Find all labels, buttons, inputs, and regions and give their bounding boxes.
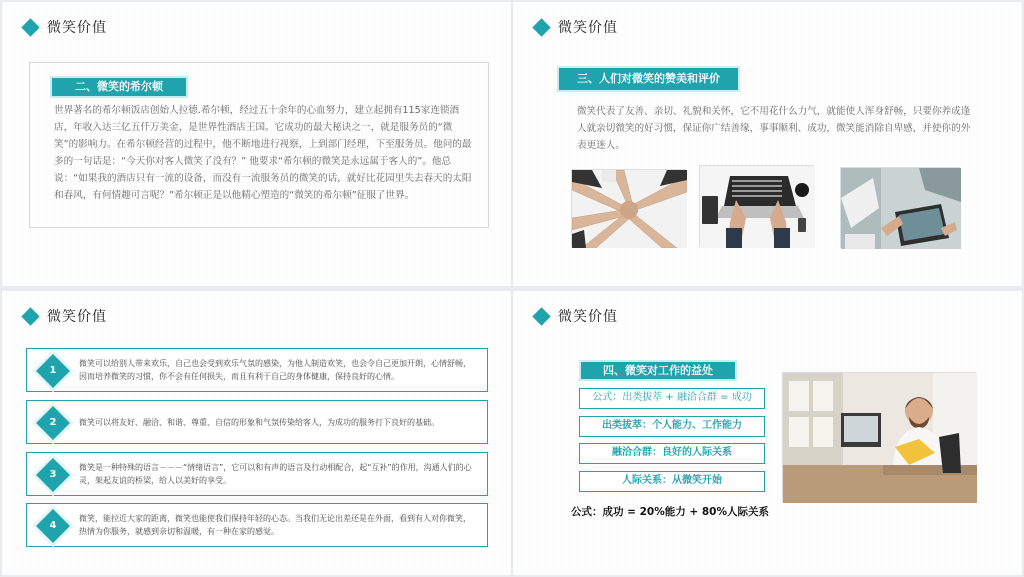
section-ribbon: 三、人们对微笑的赞美和评价 — [557, 66, 740, 92]
formula-box: 人际关系：从微笑开始 — [579, 471, 765, 492]
list-item — [26, 400, 488, 444]
section-ribbon: 二、微笑的希尔顿 — [50, 76, 188, 98]
smiling-man-photo — [782, 372, 976, 502]
slide-header — [20, 305, 107, 327]
slide-2 — [513, 2, 1022, 286]
success-formula: 公式：成功 = 20%能力 + 80%人际关系 — [571, 506, 769, 518]
item-number: 4 — [49, 520, 57, 531]
diamond-icon — [532, 18, 550, 36]
praise-paragraph: 微笑代表了友善、亲切、礼貌和关怀，它不用花什么力气，就能使人浑身舒畅，只要你养成逢人就亲切微笑的好习惯，保证你广结善缘，事事顺利、成功，微笑能消除自卑感，并使你的外表更迷人。 — [577, 106, 971, 151]
slide-title: 微笑价值 — [47, 309, 107, 325]
item-text: 微笑，能拉近大家的距离，微笑也能使我们保持年轻的心态。当我们无论出差还是在外面，看到有人对你微笑，热情为你服务，就感到亲切和温暖，有一种在家的感觉。 — [79, 514, 471, 536]
hilton-paragraph: 世界著名的希尔顿饭店创始人拉德.希尔顿，经过五十余年的心血努力，建立起拥有115家连锁酒店，年收入达三亿五仟万美金，是世界性酒店王国。它成功的最大秘诀之一，就是服务员的“微笑”的影响力。在希尔顿经营的过程中，他不断地进行视察，上到部门经理，下至服务员。他问的最多的一句话是：“今天你对客人微笑了没有？” 他要求“希尔顿的微笑是永远属于客人的”。他总说：“如果我的酒店只有一流的设备，而没有一流服务员的微笑的话，就好比花园里失去春天的太阳和春风，有何情趣可言呢？”希尔顿正是以他精心塑造的“微笑的希尔顿”征服了世界。 — [54, 105, 472, 201]
diamond-icon — [21, 307, 39, 325]
list-item — [26, 503, 488, 547]
slide-4 — [513, 291, 1022, 575]
item-number: 3 — [49, 469, 57, 480]
slide-1 — [2, 2, 511, 286]
meeting-tablet-photo — [840, 167, 960, 248]
slide-title: 微笑价值 — [47, 20, 107, 36]
item-text: 微笑可以给别人带来欢乐，自己也会受到欢乐气氛的感染，为他人制造欢笑，也会令自己更加开朗，心情舒畅，因而培养微笑的习惯，你不会有任何损失，而且有利于自己的身体健康，保持良好的心情。 — [79, 359, 471, 381]
hands-together-photo — [571, 169, 686, 247]
diamond-icon — [21, 18, 39, 36]
item-text: 微笑是一种特殊的语言－－－“情绪语言”，它可以和有声的语言及行动相配合，起“互补”的作用，沟通人们的心灵，架起友谊的桥梁，给人以美好的享受。 — [79, 463, 472, 485]
slide-title: 微笑价值 — [558, 309, 618, 325]
formula-box: 出类拔萃：个人能力、工作能力 — [579, 416, 765, 437]
slide-header — [531, 16, 618, 38]
list-item — [26, 348, 488, 392]
formula-box: 公式：出类拔萃 + 融洽合群 = 成功 — [579, 388, 765, 409]
formula-box: 融洽合群：良好的人际关系 — [579, 443, 765, 464]
laptop-typing-photo — [699, 165, 814, 247]
item-number: 1 — [49, 365, 57, 376]
item-number: 2 — [49, 417, 57, 428]
diamond-icon — [532, 307, 550, 325]
section-ribbon: 四、微笑对工作的益处 — [579, 360, 737, 381]
list-item — [26, 452, 488, 496]
slide-title: 微笑价值 — [558, 20, 618, 36]
slide-header — [20, 16, 107, 38]
slide-3 — [2, 291, 511, 575]
slide-header — [531, 305, 618, 327]
item-text: 微笑可以将友好、融洽、和谐、尊重、自信的形象和气氛传染给客人，为成功的服务打下良好的基础。 — [79, 417, 439, 427]
